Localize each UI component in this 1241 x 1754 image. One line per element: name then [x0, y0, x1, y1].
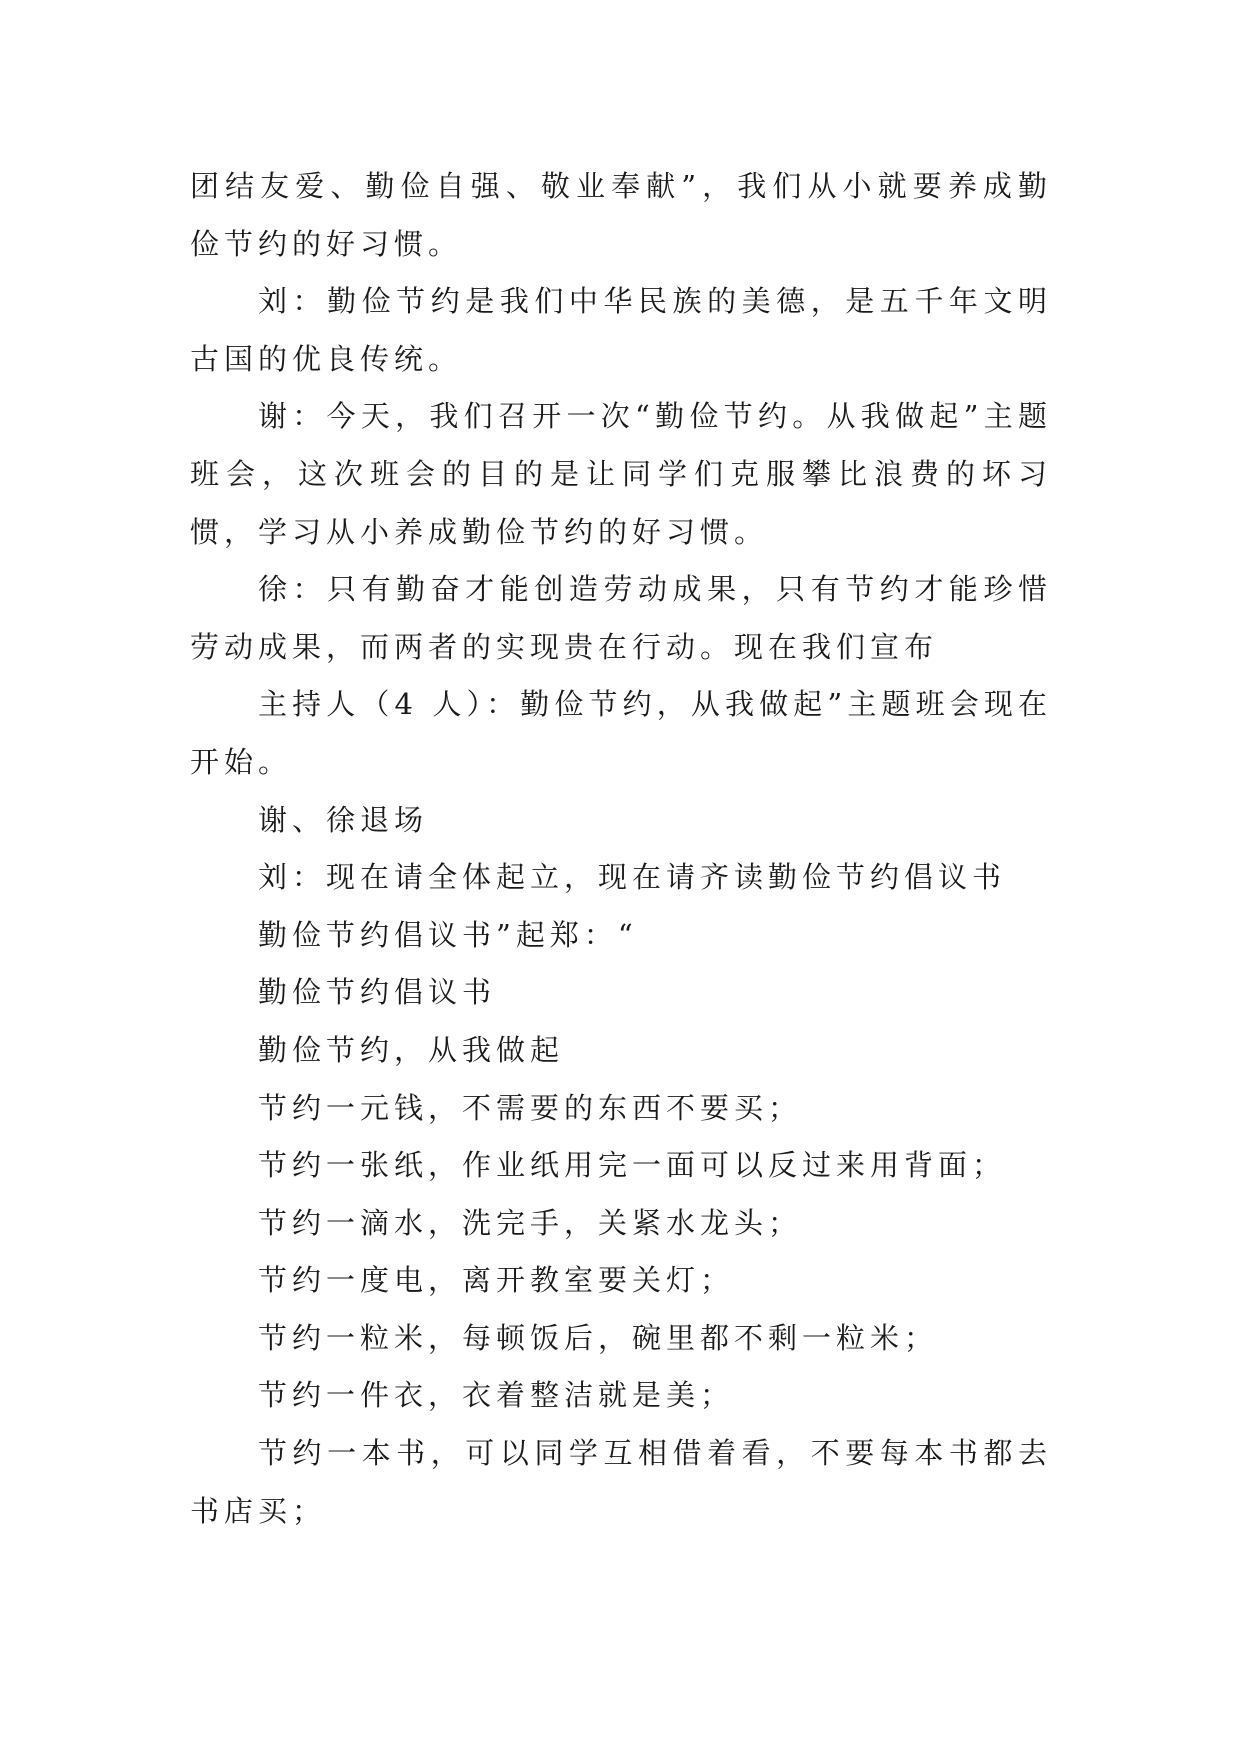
- proposal-item-book: 节约一本书，可以同学互相借着看，不要每本书都去书店买；: [190, 1436, 1052, 1528]
- document-body: [190, 158, 1052, 1540]
- proposal-item-clothes: 节约一件衣，衣着整洁就是美；: [258, 1378, 735, 1413]
- paragraph-xu-1: 徐：只有勤奋才能创造劳动成果，只有节约才能珍惜劳动成果，而两者的实现贵在行动。现在我们宣布: [190, 572, 1052, 664]
- paragraph-exit: 谢、徐退场: [258, 802, 429, 837]
- proposal-item-water: 节约一滴水，洗完手，关紧水龙头；: [258, 1205, 803, 1240]
- proposal-slogan: 勤俭节约，从我做起: [258, 1032, 565, 1067]
- proposal-item-rice: 节约一粒米，每顿饭后，碗里都不剩一粒米；: [258, 1320, 939, 1355]
- proposal-item-money: 节约一元钱，不需要的东西不要买；: [258, 1090, 803, 1125]
- paragraph-hosts: 主持人（4 人）：勤俭节约，从我做起”主题班会现在开始。: [190, 687, 1052, 779]
- paragraph-xie-1: 谢：今天，我们召开一次“勤俭节约。从我做起”主题班会，这次班会的目的是让同学们克服攀比浪费的坏习惯，学习从小养成勤俭节约的好习惯。: [190, 399, 1052, 549]
- proposal-item-electricity: 节约一度电，离开教室要关灯；: [258, 1263, 735, 1298]
- proposal-title: 勤俭节约倡议书: [258, 975, 497, 1010]
- paragraph-liu-2: 刘：现在请全体起立，现在请齐读勤俭节约倡议书: [258, 860, 1007, 895]
- paragraph-zheng: 勤俭节约倡议书”起郑：“: [258, 917, 638, 952]
- paragraph-liu-1: 刘：勤俭节约是我们中华民族的美德，是五千年文明古国的优良传统。: [190, 284, 1052, 376]
- proposal-item-paper: 节约一张纸，作业纸用完一面可以反过来用背面；: [258, 1148, 1007, 1183]
- paragraph-continuation: 团结友爱、勤俭自强、敬业奉献”，我们从小就要养成勤俭节约的好习惯。: [190, 169, 1052, 261]
